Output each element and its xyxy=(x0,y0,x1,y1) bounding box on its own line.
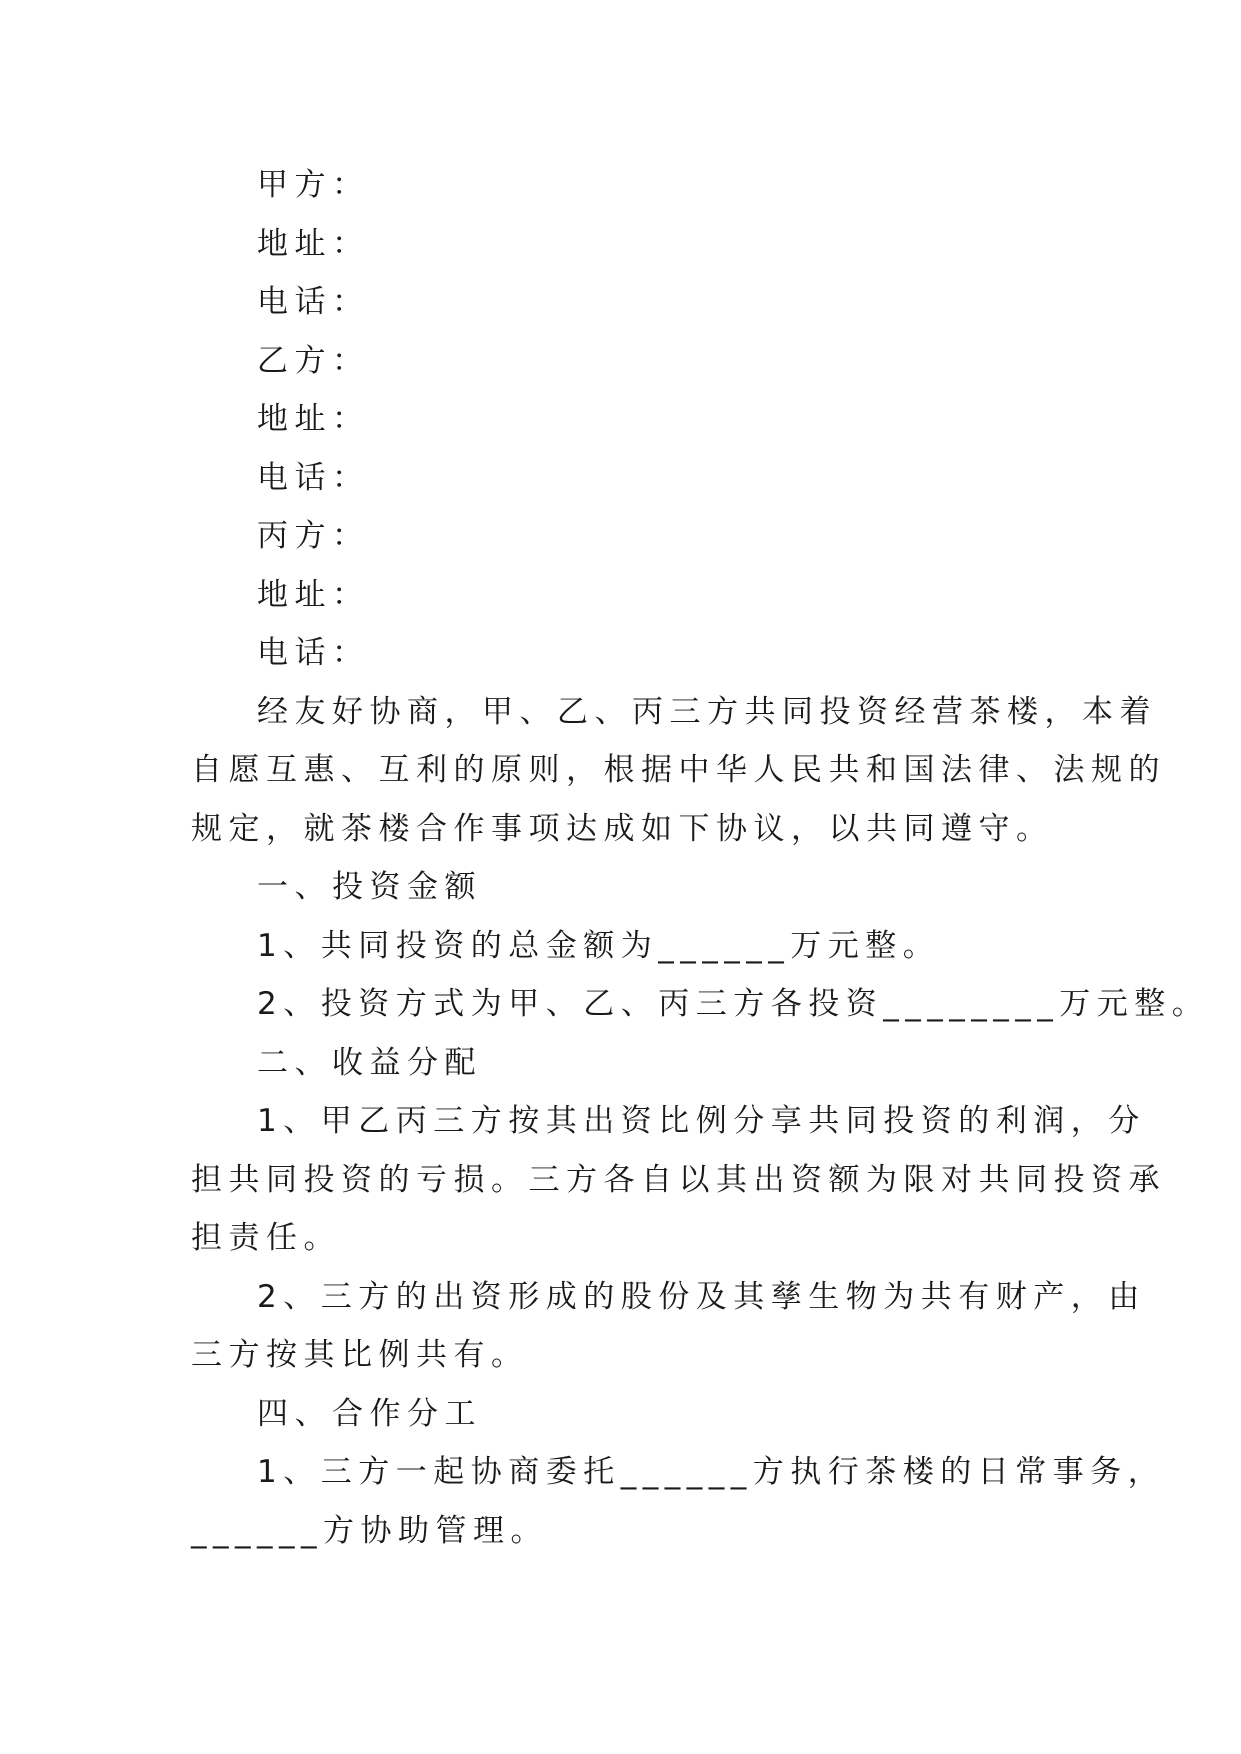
party-c-phone-label: 电话： xyxy=(257,635,370,671)
agreement-body xyxy=(191,156,1210,1560)
clause-profit-sharing-line: 担责任。 xyxy=(191,1220,341,1256)
party-a-phone-label: 电话： xyxy=(257,284,370,320)
clause-profit-sharing-line: 担共同投资的亏损。三方各自以其出资额为限对共同投资承 xyxy=(191,1161,1166,1198)
party-b-label: 乙方： xyxy=(257,342,370,379)
clause-management-line: ______方协助管理。 xyxy=(191,1512,548,1549)
party-b-phone-label: 电话： xyxy=(257,459,370,496)
party-c-address-label: 地址： xyxy=(257,576,370,613)
preamble-line: 自愿互惠、互利的原则，根据中华人民共和国法律、法规的 xyxy=(191,752,1166,788)
clause-investment-method: 2、投资方式为甲、乙、丙三方各投资________万元整。 xyxy=(257,986,1210,1022)
section-heading-division: 四、合作分工 xyxy=(257,1395,482,1432)
party-a-label: 甲方： xyxy=(257,167,370,203)
section-heading-profit: 二、收益分配 xyxy=(257,1044,482,1081)
party-a-address-label: 地址： xyxy=(257,225,370,262)
preamble-line: 经友好协商，甲、乙、丙三方共同投资经营茶楼，本着 xyxy=(257,693,1157,730)
section-heading-investment: 一、投资金额 xyxy=(257,869,482,905)
clause-shared-property-line: 三方按其比例共有。 xyxy=(191,1337,529,1373)
party-c-label: 丙方： xyxy=(257,518,370,554)
clause-profit-sharing-line: 1、甲乙丙三方按其出资比例分享共同投资的利润，分 xyxy=(257,1103,1146,1139)
party-b-address-label: 地址： xyxy=(257,401,370,437)
clause-total-investment: 1、共同投资的总金额为______万元整。 xyxy=(257,927,941,964)
clause-shared-property-line: 2、三方的出资形成的股份及其孳生物为共有财产，由 xyxy=(257,1278,1146,1315)
preamble-line: 规定，就茶楼合作事项达成如下协议，以共同遵守。 xyxy=(191,810,1054,847)
clause-management-line: 1、三方一起协商委托______方执行茶楼的日常事务， xyxy=(257,1454,1166,1490)
